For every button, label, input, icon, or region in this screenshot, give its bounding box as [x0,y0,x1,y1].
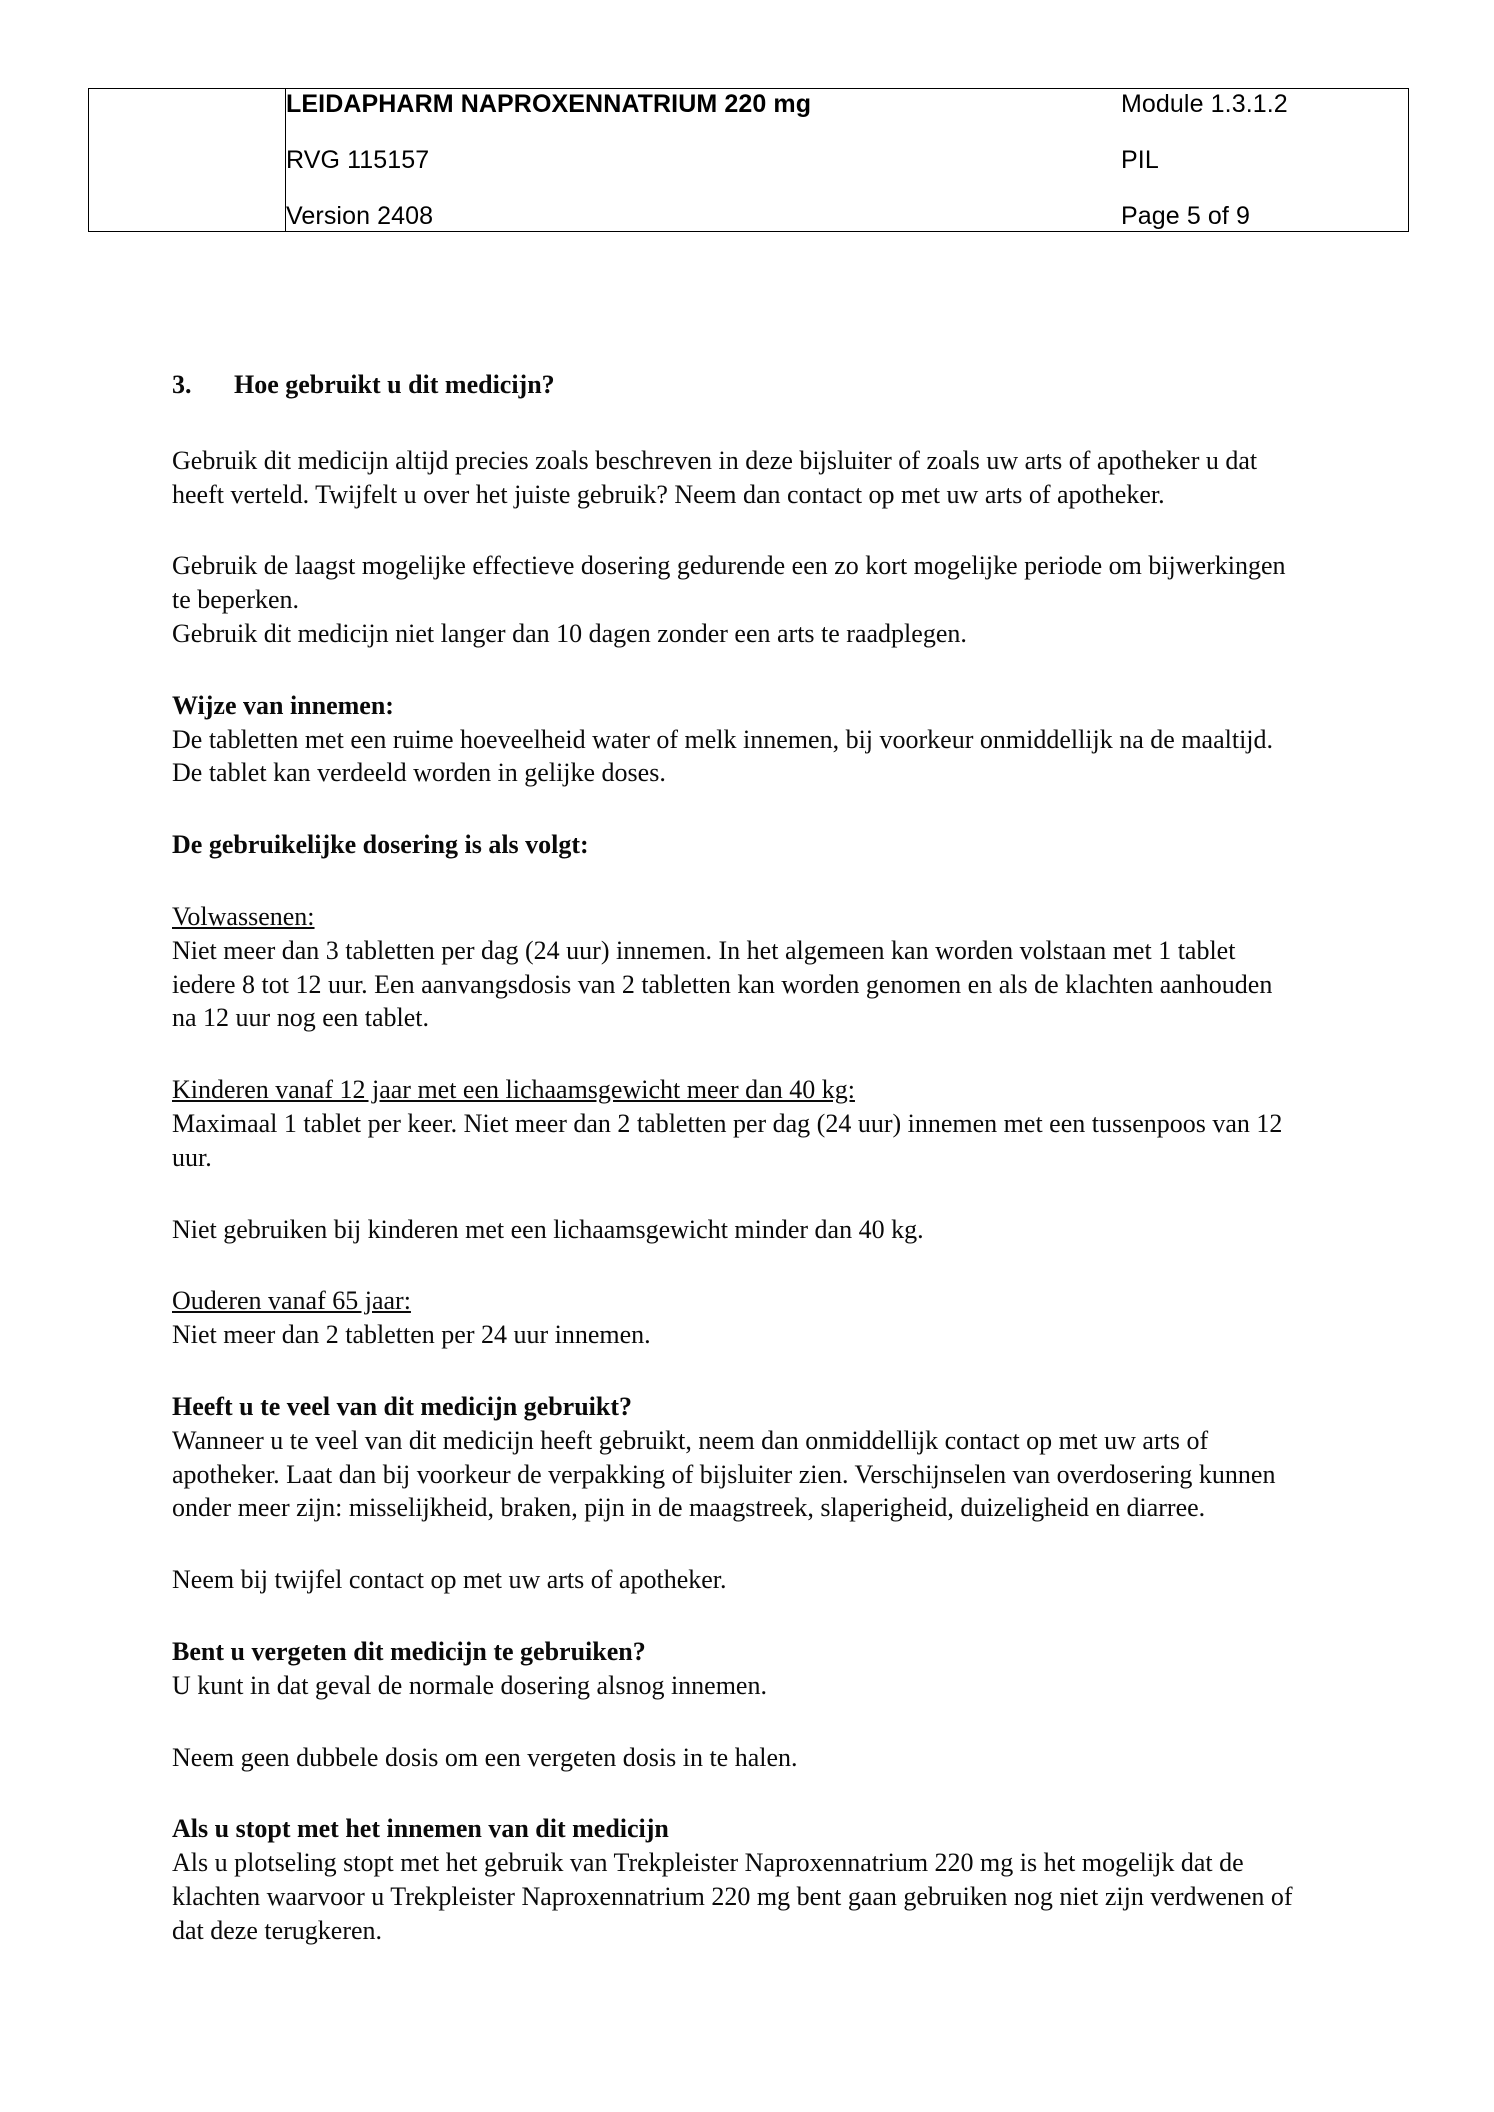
paragraph-overdose: Wanneer u te veel van dit medicijn heeft gebruikt, neem dan onmiddellijk contact op met uw arts of apotheker. Laat dan bij voorkeur de verpakking of bijsluiter zien. Verschijnselen van overdosering kunnen onder meer zijn: misselijkheid, braken, pijn in de maagstreek, slaperigheid, duizeligheid en diarree. [172,1425,1276,1523]
paragraph-adults-dose: Niet meer dan 3 tabletten per dag (24 uur) innemen. In het algemeen kan worden volstaan met 1 tablet iedere 8 tot 12 uur. Een aanvangsdosis van 2 tabletten kan worden genomen en als de klachten aanhouden na 12 uur nog een tablet. [172,935,1273,1033]
header-row [89,89,1409,232]
paragraph-lowest-dose: Gebruik de laagst mogelijke effectieve dosering gedurende een zo kort mogelijke periode om bijwerkingen te beperken. [172,551,1286,615]
spacer [172,862,1302,900]
header-line-2 [286,145,1408,175]
module-number: Module 1.3.1.2 [1121,90,1288,118]
spacer [172,402,1302,444]
spacer [172,1175,1302,1213]
header-logo-cell [89,89,286,232]
paragraph-max-days: Gebruik dit medicijn niet langer dan 10 dagen zonder een arts te raadplegen. [172,618,967,648]
section-heading [172,368,1302,402]
document-type: PIL [1121,146,1159,174]
subheading-children [172,1073,1302,1107]
spacer [172,1703,1302,1741]
paragraph-how-to-take: De tabletten met een ruime hoeveelheid water of melk innemen, bij voorkeur onmiddellijk na de maaltijd. [172,724,1274,754]
spacer [172,511,1302,549]
paragraph-usage-intro: Gebruik dit medicijn altijd precies zoals beschreven in deze bijsluiter of zoals uw arts of apotheker u dat heeft verteld. Twijfelt u over het juiste gebruik? Neem dan contact op met uw arts of apotheker. [172,445,1258,509]
spacer [172,1597,1302,1635]
subheading-adults [172,900,1302,934]
paragraph-doubt-contact: Neem bij twijfel contact op met uw arts of apotheker. [172,1565,727,1595]
section-number: 3. [172,370,192,399]
page-title: Hoe gebruikt u dit medicijn? [234,370,555,399]
subheading-children-label: Kinderen vanaf 12 jaar met een lichaamsgewicht meer dan 40 kg: [172,1075,855,1105]
spacer [172,1352,1302,1390]
subheading-elderly [172,1284,1302,1318]
paragraph-children-dose: Maximaal 1 tablet per keer. Niet meer dan 2 tabletten per dag (24 uur) innemen met een tussenpoos van 12 uur. [172,1108,1283,1172]
page-number: Page 5 of 9 [1121,202,1250,230]
spacer [172,1525,1302,1563]
paragraph-elderly-dose: Niet meer dan 2 tabletten per 24 uur innemen. [172,1320,651,1350]
subheading-usual-dose: De gebruikelijke dosering is als volgt: [172,830,589,860]
product-name: LEIDAPHARM NAPROXENNATRIUM 220 mg [286,90,812,118]
document-body [172,368,1302,1948]
subheading-forgotten: Bent u vergeten dit medicijn te gebruiken? [172,1636,646,1666]
paragraph-forgotten: U kunt in dat geval de normale dosering alsnog innemen. [172,1670,767,1700]
spacer [172,651,1302,689]
subheading-adults-label: Volwassenen: [172,901,315,931]
spacer [172,790,1302,828]
paragraph-tablet-split: De tablet kan verdeeld worden in gelijke doses. [172,758,666,788]
paragraph-no-double-dose: Neem geen dubbele dosis om een vergeten dosis in te halen. [172,1742,798,1772]
spacer [172,1035,1302,1073]
version-number: Version 2408 [286,202,434,230]
header-line-1 [286,89,1408,119]
header-info-cell [286,89,1409,232]
rvg-number: RVG 115157 [286,146,430,174]
spacer [172,1774,1302,1812]
subheading-elderly-label: Ouderen vanaf 65 jaar: [172,1286,411,1316]
subheading-wijze-van-innemen: Wijze van innemen: [172,690,394,720]
paragraph-stopping: Als u plotseling stopt met het gebruik van Trekpleister Naproxennatrium 220 mg is het mogelijk dat de klachten waarvoor u Trekpleister Naproxennatrium 220 mg bent gaan gebruiken nog niet zijn verdwenen of dat deze terugkeren. [172,1848,1293,1945]
subheading-stopping: Als u stopt met het innemen van dit medicijn [172,1814,669,1844]
document-header-table [88,88,1409,232]
paragraph-not-under-40kg: Niet gebruiken bij kinderen met een lichaamsgewicht minder dan 40 kg. [172,1214,924,1244]
spacer [172,1246,1302,1284]
subheading-overdose: Heeft u te veel van dit medicijn gebruikt? [172,1391,632,1421]
header-line-3 [286,201,1408,231]
